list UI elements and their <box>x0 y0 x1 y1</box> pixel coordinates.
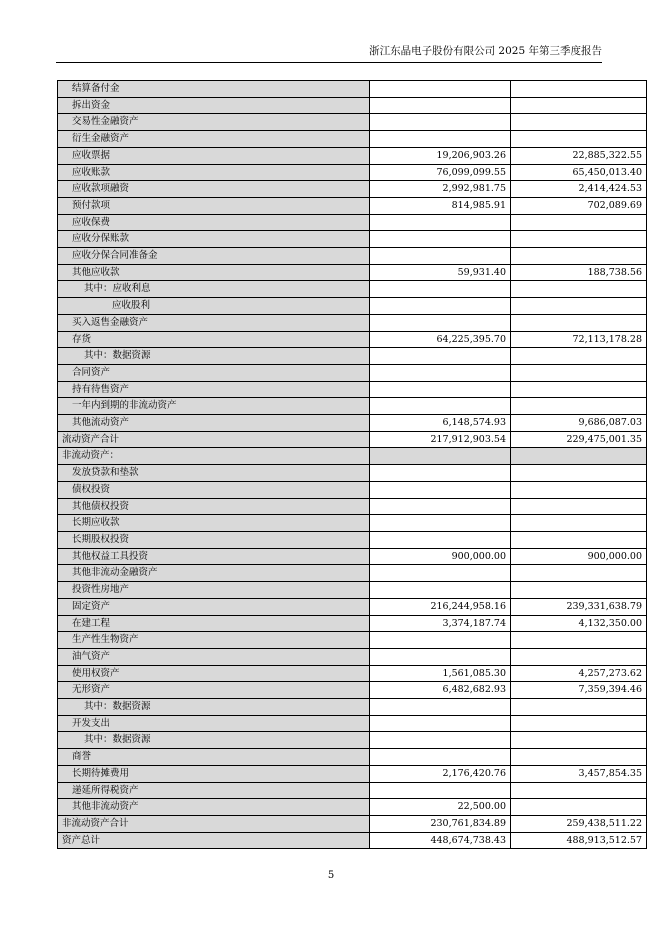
table-row <box>58 749 647 766</box>
table-row <box>58 799 647 816</box>
period-start-value <box>511 114 647 131</box>
table-row <box>58 331 647 348</box>
row-label: 买入返售金融资产 <box>58 314 370 331</box>
row-label: 发放贷款和垫款 <box>58 465 370 482</box>
table-row <box>58 448 647 465</box>
table-row <box>58 81 647 98</box>
period-end-value <box>370 97 511 114</box>
table-row <box>58 431 647 448</box>
period-start-value <box>511 582 647 599</box>
period-start-value <box>511 632 647 649</box>
table-row <box>58 498 647 515</box>
row-label: 长期待摊费用 <box>58 765 370 782</box>
row-label: 其中：应收利息 <box>58 281 370 298</box>
table-row <box>58 364 647 381</box>
period-start-value <box>511 214 647 231</box>
table-row <box>58 715 647 732</box>
table-row <box>58 481 647 498</box>
table-row <box>58 381 647 398</box>
period-start-value: 2,414,424.53 <box>511 181 647 198</box>
row-label: 固定资产 <box>58 598 370 615</box>
table-row <box>58 682 647 699</box>
period-start-value <box>511 782 647 799</box>
row-label: 应收分保账款 <box>58 231 370 248</box>
period-end-value <box>370 248 511 265</box>
table-row <box>58 197 647 214</box>
table-row <box>58 398 647 415</box>
table-row <box>58 582 647 599</box>
table-row <box>58 147 647 164</box>
period-end-value <box>370 648 511 665</box>
row-label: 在建工程 <box>58 615 370 632</box>
row-label: 应收账款 <box>58 164 370 181</box>
table-row <box>58 264 647 281</box>
period-end-value <box>370 632 511 649</box>
period-start-value <box>511 448 647 465</box>
period-start-value: 900,000.00 <box>511 548 647 565</box>
period-end-value: 2,992,981.75 <box>370 181 511 198</box>
period-start-value: 65,450,013.40 <box>511 164 647 181</box>
table-row <box>58 298 647 315</box>
row-label: 使用权资产 <box>58 665 370 682</box>
row-label: 预付款项 <box>58 197 370 214</box>
table-row <box>58 314 647 331</box>
table-row <box>58 815 647 832</box>
table-row <box>58 114 647 131</box>
period-start-value <box>511 699 647 716</box>
row-label: 无形资产 <box>58 682 370 699</box>
period-start-value <box>511 314 647 331</box>
period-start-value <box>511 381 647 398</box>
table-row <box>58 732 647 749</box>
row-label: 其中：数据资源 <box>58 699 370 716</box>
table-row <box>58 598 647 615</box>
period-start-value: 4,257,273.62 <box>511 665 647 682</box>
row-label: 应收分保合同准备金 <box>58 248 370 265</box>
table-row <box>58 164 647 181</box>
period-end-value <box>370 114 511 131</box>
row-label: 油气资产 <box>58 648 370 665</box>
balance-sheet-table <box>57 80 647 849</box>
period-end-value <box>370 364 511 381</box>
period-end-value <box>370 582 511 599</box>
table-row <box>58 565 647 582</box>
row-label: 其中：数据资源 <box>58 348 370 365</box>
period-end-value: 217,912,903.54 <box>370 431 511 448</box>
table-row <box>58 615 647 632</box>
period-start-value <box>511 715 647 732</box>
row-label: 拆出资金 <box>58 97 370 114</box>
table-row <box>58 648 647 665</box>
table-row <box>58 632 647 649</box>
period-start-value: 229,475,001.35 <box>511 431 647 448</box>
row-label: 债权投资 <box>58 481 370 498</box>
period-start-value <box>511 248 647 265</box>
report-header: 浙江东晶电子股份有限公司 2025 年第三季度报告 <box>56 44 602 63</box>
period-start-value: 239,331,638.79 <box>511 598 647 615</box>
period-end-value <box>370 281 511 298</box>
period-end-value <box>370 699 511 716</box>
period-end-value <box>370 314 511 331</box>
period-start-value: 9,686,087.03 <box>511 415 647 432</box>
period-start-value: 3,457,854.35 <box>511 765 647 782</box>
period-end-value <box>370 214 511 231</box>
table-row <box>58 231 647 248</box>
period-end-value <box>370 298 511 315</box>
period-start-value <box>511 498 647 515</box>
period-end-value <box>370 749 511 766</box>
row-label: 商誉 <box>58 749 370 766</box>
period-end-value: 2,176,420.76 <box>370 765 511 782</box>
period-end-value <box>370 565 511 582</box>
row-label: 资产总计 <box>58 832 370 849</box>
table-row <box>58 415 647 432</box>
period-end-value <box>370 715 511 732</box>
table-row <box>58 832 647 849</box>
row-label: 其他流动资产 <box>58 415 370 432</box>
table-row <box>58 515 647 532</box>
table-row <box>58 548 647 565</box>
period-start-value <box>511 515 647 532</box>
period-end-value <box>370 448 511 465</box>
period-end-value: 59,931.40 <box>370 264 511 281</box>
row-label: 一年内到期的非流动资产 <box>58 398 370 415</box>
period-start-value <box>511 348 647 365</box>
row-label: 应收股利 <box>58 298 370 315</box>
row-label: 衍生金融资产 <box>58 131 370 148</box>
period-end-value: 814,985.91 <box>370 197 511 214</box>
period-start-value: 7,359,394.46 <box>511 682 647 699</box>
period-end-value <box>370 732 511 749</box>
period-end-value <box>370 131 511 148</box>
row-label: 其中：数据资源 <box>58 732 370 749</box>
period-start-value <box>511 648 647 665</box>
row-label: 长期应收款 <box>58 515 370 532</box>
row-label: 其他非流动金融资产 <box>58 565 370 582</box>
table-row <box>58 214 647 231</box>
table-row <box>58 131 647 148</box>
table-row <box>58 281 647 298</box>
period-start-value <box>511 799 647 816</box>
period-end-value: 216,244,958.16 <box>370 598 511 615</box>
row-label: 生产性生物资产 <box>58 632 370 649</box>
period-start-value: 702,089.69 <box>511 197 647 214</box>
period-start-value: 188,738.56 <box>511 264 647 281</box>
period-end-value: 19,206,903.26 <box>370 147 511 164</box>
period-end-value: 230,761,834.89 <box>370 815 511 832</box>
row-label: 流动资产合计 <box>58 431 370 448</box>
row-label: 非流动资产： <box>58 448 370 465</box>
period-end-value: 76,099,099.55 <box>370 164 511 181</box>
table-row <box>58 248 647 265</box>
row-label: 其他权益工具投资 <box>58 548 370 565</box>
table-row <box>58 531 647 548</box>
row-label: 其他债权投资 <box>58 498 370 515</box>
period-start-value: 259,438,511.22 <box>511 815 647 832</box>
row-label: 持有待售资产 <box>58 381 370 398</box>
period-start-value <box>511 481 647 498</box>
period-start-value <box>511 131 647 148</box>
row-label: 开发支出 <box>58 715 370 732</box>
period-end-value <box>370 465 511 482</box>
row-label: 存货 <box>58 331 370 348</box>
period-end-value <box>370 498 511 515</box>
period-start-value: 22,885,322.55 <box>511 147 647 164</box>
table-row <box>58 181 647 198</box>
period-start-value: 72,113,178.28 <box>511 331 647 348</box>
table-row <box>58 782 647 799</box>
period-start-value <box>511 81 647 98</box>
period-start-value <box>511 97 647 114</box>
period-end-value <box>370 398 511 415</box>
row-label: 应收保费 <box>58 214 370 231</box>
table-row <box>58 665 647 682</box>
row-label: 结算备付金 <box>58 81 370 98</box>
period-end-value: 6,148,574.93 <box>370 415 511 432</box>
period-start-value <box>511 732 647 749</box>
period-end-value: 64,225,395.70 <box>370 331 511 348</box>
page-number: 5 <box>327 870 335 881</box>
row-label: 长期股权投资 <box>58 531 370 548</box>
period-start-value <box>511 531 647 548</box>
period-start-value <box>511 298 647 315</box>
row-label: 递延所得税资产 <box>58 782 370 799</box>
period-start-value: 4,132,350.00 <box>511 615 647 632</box>
period-start-value <box>511 398 647 415</box>
table-row <box>58 765 647 782</box>
row-label: 其他应收款 <box>58 264 370 281</box>
period-end-value <box>370 531 511 548</box>
period-start-value <box>511 749 647 766</box>
period-start-value: 488,913,512.57 <box>511 832 647 849</box>
period-end-value <box>370 231 511 248</box>
table-row <box>58 465 647 482</box>
table-row <box>58 348 647 365</box>
table-row <box>58 97 647 114</box>
period-start-value <box>511 281 647 298</box>
period-end-value <box>370 782 511 799</box>
row-label: 其他非流动资产 <box>58 799 370 816</box>
period-start-value <box>511 565 647 582</box>
period-end-value <box>370 348 511 365</box>
period-end-value <box>370 381 511 398</box>
row-label: 合同资产 <box>58 364 370 381</box>
period-start-value <box>511 364 647 381</box>
period-end-value: 3,374,187.74 <box>370 615 511 632</box>
period-start-value <box>511 465 647 482</box>
row-label: 投资性房地产 <box>58 582 370 599</box>
period-end-value: 448,674,738.43 <box>370 832 511 849</box>
row-label: 非流动资产合计 <box>58 815 370 832</box>
row-label: 应收票据 <box>58 147 370 164</box>
period-end-value <box>370 81 511 98</box>
period-end-value <box>370 515 511 532</box>
row-label: 交易性金融资产 <box>58 114 370 131</box>
period-end-value: 22,500.00 <box>370 799 511 816</box>
period-start-value <box>511 231 647 248</box>
period-end-value <box>370 481 511 498</box>
period-end-value: 900,000.00 <box>370 548 511 565</box>
table-row <box>58 699 647 716</box>
row-label: 应收款项融资 <box>58 181 370 198</box>
period-end-value: 1,561,085.30 <box>370 665 511 682</box>
period-end-value: 6,482,682.93 <box>370 682 511 699</box>
